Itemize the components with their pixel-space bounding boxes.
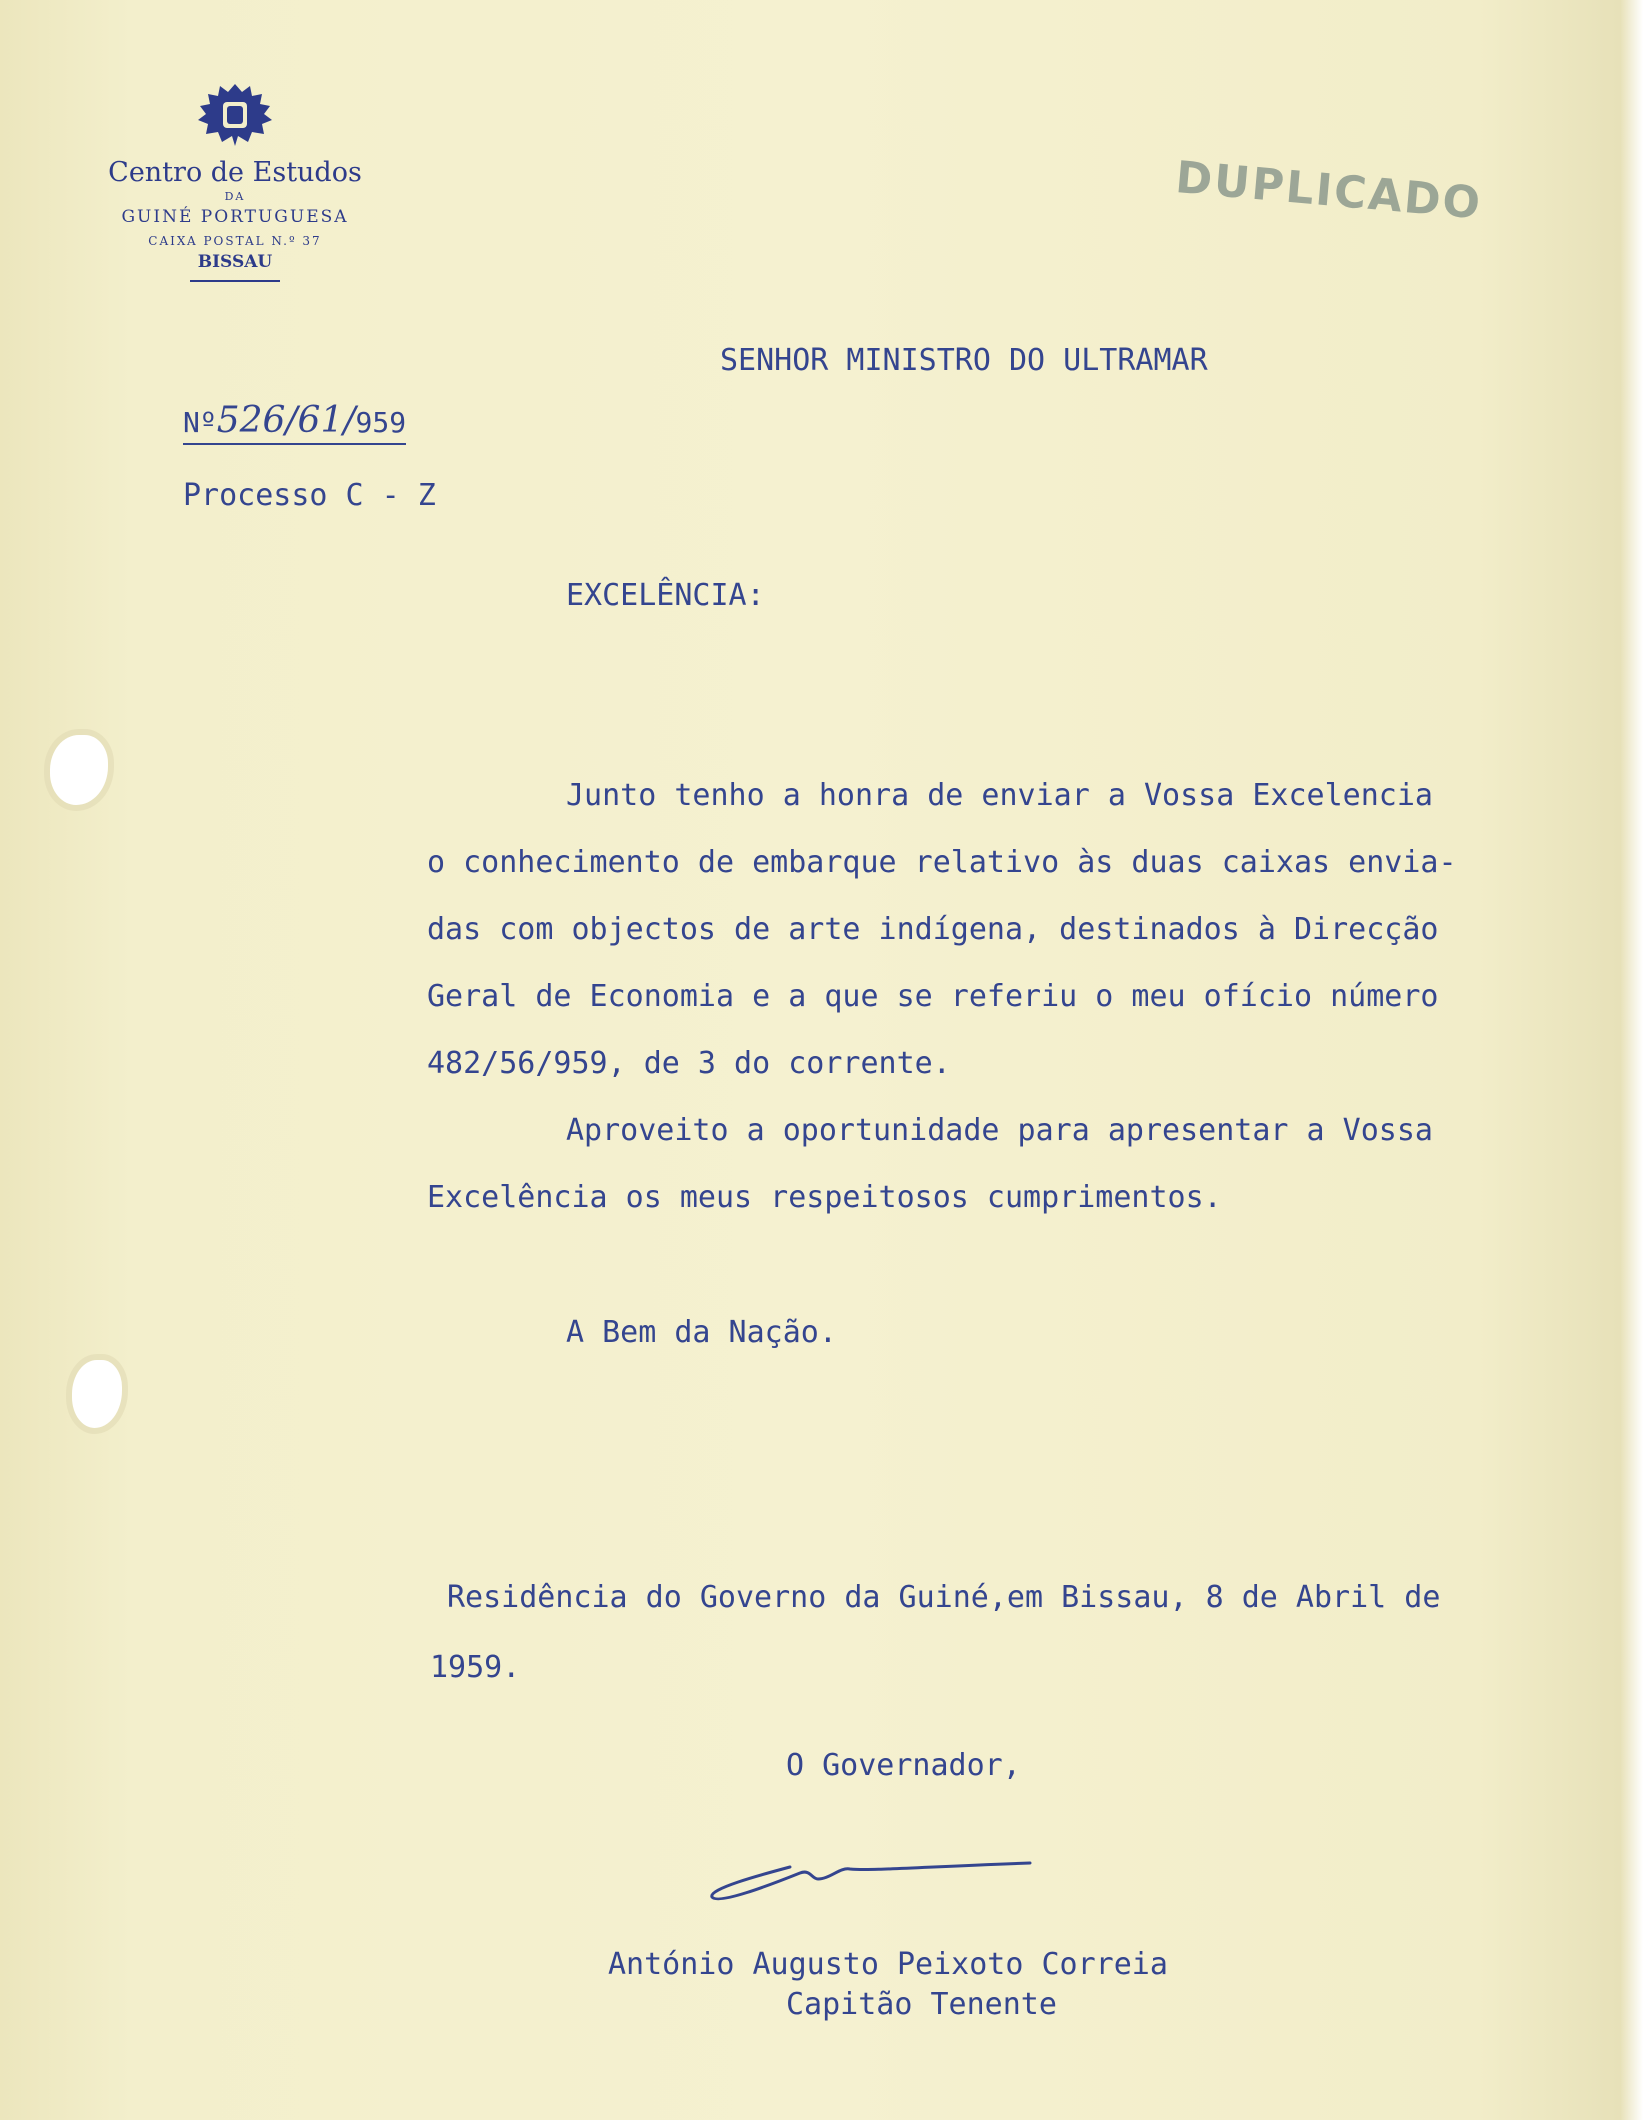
duplicate-stamp: DUPLICADO — [1173, 152, 1485, 230]
closing-line: A Bem da Nação. — [566, 1315, 837, 1350]
signer-title: O Governador, — [786, 1748, 1021, 1783]
place-date-year: 1959. — [430, 1650, 521, 1685]
reference-year: 959 — [355, 406, 407, 439]
postal-box: CAIXA POSTAL N.º 37 — [148, 234, 322, 248]
body-line: 482/56/959, de 3 do corrente. — [427, 1046, 951, 1081]
reference-handwritten: 526/61/ — [216, 400, 356, 441]
institution-city: BISSAU — [197, 252, 273, 272]
body-line: o conhecimento de embarque relativo às duas caixas envia- — [427, 845, 1457, 880]
institution-name: Centro de Estudos — [108, 157, 362, 188]
body-line: Junto tenho a honra de enviar a Vossa Excelencia — [566, 778, 1433, 813]
paper-edge — [1621, 0, 1643, 2120]
signer-rank: Capitão Tenente — [786, 1987, 1057, 2022]
letterhead — [70, 80, 400, 282]
signature-icon — [700, 1845, 1040, 1925]
salutation: EXCELÊNCIA: — [566, 578, 765, 613]
letterhead-rule — [190, 280, 280, 282]
body-line: Aproveito a oportunidade para apresentar a Vossa — [566, 1113, 1433, 1148]
reference-number — [183, 400, 406, 445]
recipient-line: SENHOR MINISTRO DO ULTRAMAR — [720, 343, 1208, 378]
body-line: Excelência os meus respeitosos cumprimentos. — [427, 1180, 1222, 1215]
signer-name: António Augusto Peixoto Correia — [608, 1947, 1168, 1982]
body-line: Geral de Economia e a que se referiu o meu ofício número — [427, 979, 1439, 1014]
institution-da: DA — [224, 190, 246, 203]
reference-prefix: Nº — [183, 406, 217, 439]
process-line: Processo C - Z — [183, 478, 436, 513]
coat-of-arms-icon — [190, 80, 280, 150]
place-date-line: Residência do Governo da Guiné,em Bissau, 8 de Abril de — [447, 1580, 1441, 1615]
institution-org: GUINÉ PORTUGUESA — [121, 207, 349, 227]
body-line: das com objectos de arte indígena, destinados à Direcção — [427, 912, 1439, 947]
